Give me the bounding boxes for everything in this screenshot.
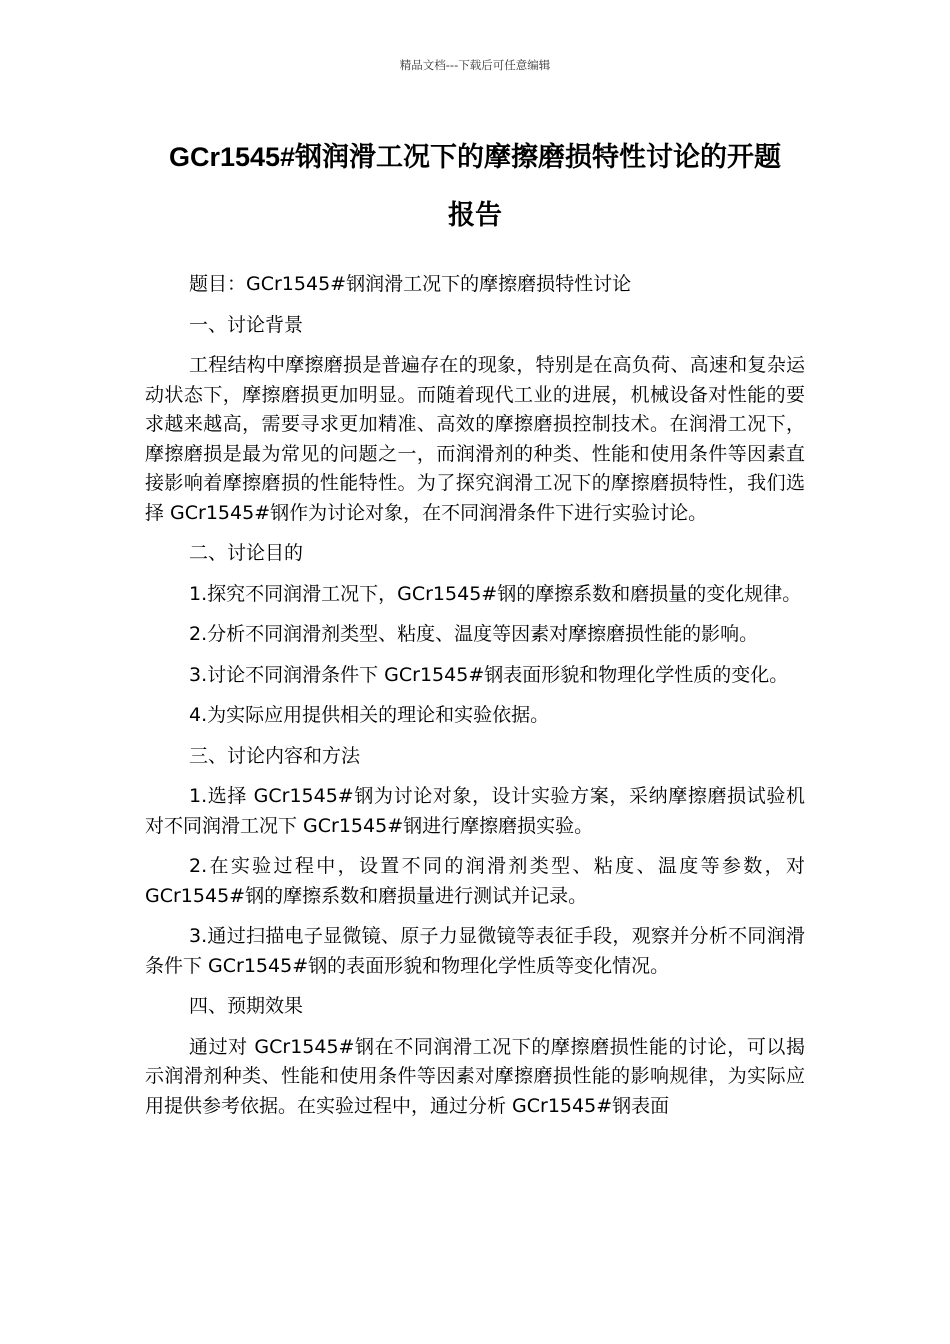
purpose-item-4: 4.为实际应用提供相关的理论和实验依据。 (189, 704, 550, 726)
section-heading-expected: 四、预期效果 (189, 995, 304, 1017)
purpose-item-3: 3.讨论不同润滑条件下 GCr1545#钢表面形貌和物理化学性质的变化。 (189, 663, 789, 686)
document-title (0, 128, 950, 244)
methods-item-3: 3.通过扫描电子显微镜、原子力显微镜等表征手段，观察并分析不同润滑条件下 GCr1545#钢的表面形貌和物理化学性质等变化情况。 (145, 925, 805, 977)
background-paragraph: 工程结构中摩擦磨损是普遍存在的现象，特别是在高负荷、高速和复杂运动状态下，摩擦磨损更加明显。而随着现代工业的进展，机械设备对性能的要求越来越高，需要寻求更加精准、高效的摩擦磨损控制技术。在润滑工况下，摩擦磨损是最为常见的问题之一，而润滑剂的种类、性能和使用条件等因素直接影响着摩擦磨损的性能特性。为了探究润滑工况下的摩擦磨损特性，我们选择 GCr1545#钢作为讨论对象，在不同润滑条件下进行实验讨论。 (145, 354, 805, 524)
document-body (145, 270, 805, 1132)
purpose-item-2: 2.分析不同润滑剂类型、粘度、温度等因素对摩擦磨损性能的影响。 (189, 623, 759, 645)
purpose-item-1: 1.探究不同润滑工况下，GCr1545#钢的摩擦系数和磨损量的变化规律。 (189, 582, 802, 605)
title-line-2: 报告 (448, 200, 502, 230)
methods-item-2: 2.在实验过程中，设置不同的润滑剂类型、粘度、温度等参数，对GCr1545#钢的摩擦系数和磨损量进行测试并记录。 (145, 855, 805, 907)
header-note: 精品文档---下载后可任意编辑 (399, 58, 551, 72)
title-line-1: GCr1545#钢润滑工况下的摩擦磨损特性讨论的开题 (168, 142, 782, 172)
section-heading-methods: 三、讨论内容和方法 (189, 744, 361, 767)
methods-item-1: 1.选择 GCr1545#钢为讨论对象，设计实验方案，采纳摩擦磨损试验机对不同润滑工况下 GCr1545#钢进行摩擦磨损实验。 (145, 785, 805, 837)
section-heading-background: 一、讨论背景 (189, 313, 304, 336)
topic-line: 题目：GCr1545#钢润滑工况下的摩擦磨损特性讨论 (189, 273, 632, 295)
section-heading-purpose: 二、讨论目的 (189, 542, 304, 564)
expected-paragraph: 通过对 GCr1545#钢在不同润滑工况下的摩擦磨损性能的讨论，可以揭示润滑剂种类、性能和使用条件等因素对摩擦磨损性能的影响规律，为实际应用提供参考依据。在实验过程中，通过分析 GCr1545#钢表面 (145, 1035, 805, 1117)
